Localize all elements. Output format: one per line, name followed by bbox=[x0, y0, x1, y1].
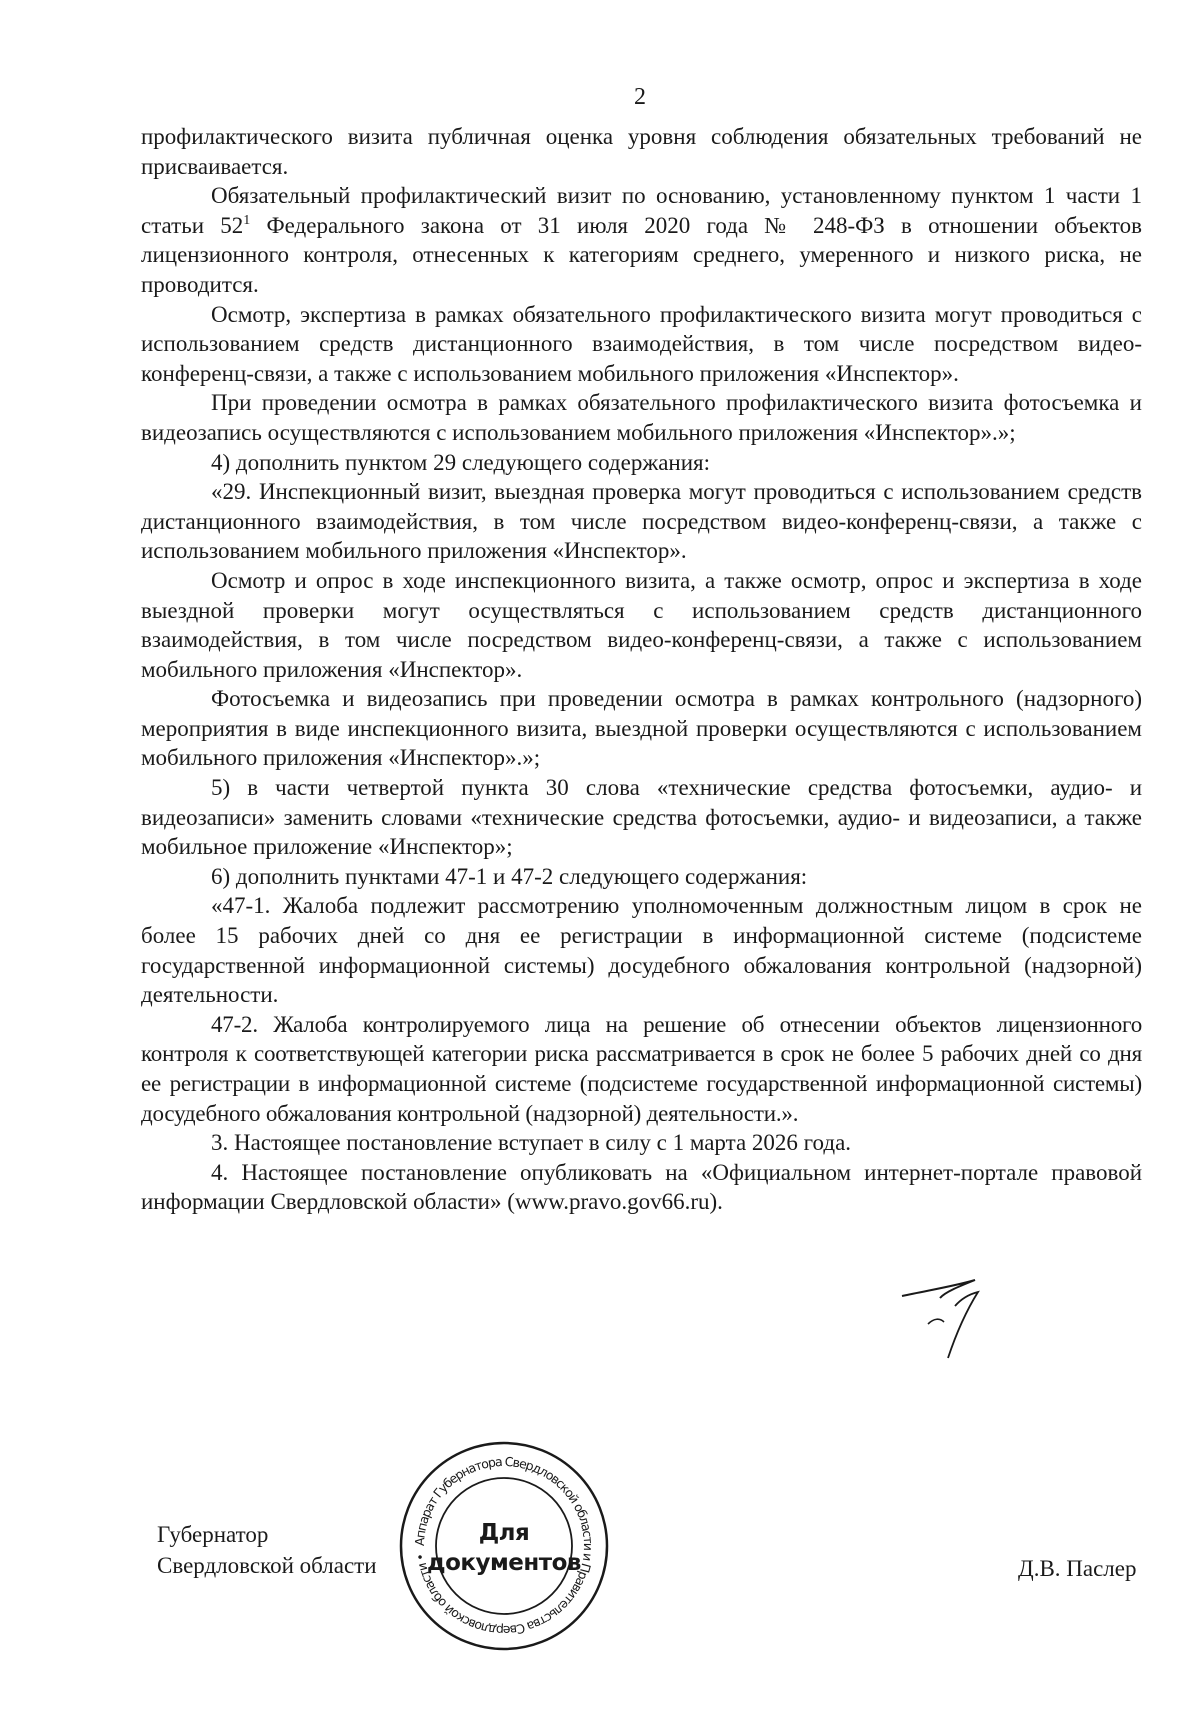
superscript: 1 bbox=[243, 212, 251, 228]
page-number: 2 bbox=[634, 84, 646, 110]
paragraph-point-47-1: «47-1. Жалоба подлежит рассмотрению уполномоченным должностным лицом в срок не более 15 рабочих дней со дня ее регистрации в информационной системе (подсистеме государственной информационной системы) досудебного обжалования контрольной (надзорной) деятельности. bbox=[141, 893, 1142, 1008]
handwritten-signature bbox=[900, 1268, 1010, 1363]
paragraph-survey: Осмотр и опрос в ходе инспекционного визита, а также осмотр, опрос и экспертиза в ходе выездной проверки могут осуществляться с использованием средств дистанционного взаимодействия, в том числе посредством видео-конференц-связи, а также с использованием мобильного приложения «Инспектор». bbox=[141, 567, 1142, 682]
paragraph-item-3-effective-date: 3. Настоящее постановление вступает в силу с 1 марта 2026 года. bbox=[211, 1130, 852, 1156]
paragraph-item-4-publish: 4. Настоящее постановление опубликовать на «Официальном интернет-портале правовой информации Свердловской области» (www.pravo.gov66.ru). bbox=[141, 1159, 1142, 1215]
paragraph-item-6: 6) дополнить пунктами 47-1 и 47-2 следующего содержания: bbox=[211, 863, 808, 889]
paragraph-item-4: 4) дополнить пунктом 29 следующего содержания: bbox=[211, 449, 711, 475]
paragraph-mandatory-visit bbox=[141, 181, 1142, 299]
paragraph-inspection-remote: Осмотр, экспертиза в рамках обязательного профилактического визита могут проводиться с использованием средств дистанционного взаимодействия, в том числе посредством видео-конференц-связи, а также с использованием мобильного приложения «Инспектор». bbox=[141, 301, 1142, 386]
seal-center-line1: Для bbox=[478, 1520, 530, 1546]
paragraph-text: Федерального закона от 31 июля 2020 года № 248-ФЗ в отношении объектов лицензионного контроля, отнесенных к категориям среднего, умеренного и низкого риска, не проводится. bbox=[141, 212, 1142, 297]
svg-text:Аппарат Губернатора Свердловск: Аппарат Губернатора Свердловской области и Правительства Свердловской области • bbox=[411, 1453, 597, 1639]
paragraph-photo-video: При проведении осмотра в рамках обязательного профилактического визита фотосъемка и видеозапись осуществляются с использованием мобильного приложения «Инспектор».»; bbox=[141, 390, 1142, 445]
seal-center-line2: документов bbox=[427, 1550, 581, 1576]
paragraph-point-29: «29. Инспекционный визит, выездная проверка могут проводиться с использованием средств дистанционного взаимодействия, в том числе посредством видео-конференц-связи, а также с использованием мобильного приложения «Инспектор». bbox=[141, 479, 1142, 564]
seal-center-text bbox=[398, 1518, 610, 1578]
paragraph-continuation: профилактического визита публичная оценка уровня соблюдения обязательных требований не присваивается. bbox=[141, 124, 1142, 179]
official-seal-stamp bbox=[398, 1440, 610, 1652]
signatory-title-line2: Свердловской области bbox=[157, 1553, 377, 1578]
paragraph-text: Обязательный профилактический визит по основанию, установленному пунктом 1 части 1 статьи 52 bbox=[141, 183, 1142, 238]
paragraph-photo-control: Фотосъемка и видеозапись при проведении осмотра в рамках контрольного (надзорного) мероприятия в виде инспекционного визита, выездной проверки осуществляются с использованием мобильного приложения «Инспектор».»; bbox=[141, 686, 1142, 771]
document-body bbox=[141, 122, 1142, 1217]
paragraph-point-47-2: 47-2. Жалоба контролируемого лица на решение об отнесении объектов лицензионного контроля к соответствующей категории риска рассматривается в срок не более 5 рабочих дней со дня ее регистрации в информационной системе (подсистеме государственной информационной системы) досудебного обжалования контрольной (надзорной) деятельности.». bbox=[141, 1011, 1142, 1126]
signatory-title bbox=[157, 1519, 377, 1581]
signatory-title-line1: Губернатор bbox=[157, 1522, 269, 1547]
paragraph-item-5: 5) в части четвертой пункта 30 слова «технические средства фотосъемки, аудио- и видеозаписи» заменить словами «технические средства фотосъемки, аудио- и видеозаписи, а также мобильное приложение «Инспектор»; bbox=[141, 775, 1142, 860]
signatory-name: Д.В. Паслер bbox=[1018, 1556, 1137, 1581]
